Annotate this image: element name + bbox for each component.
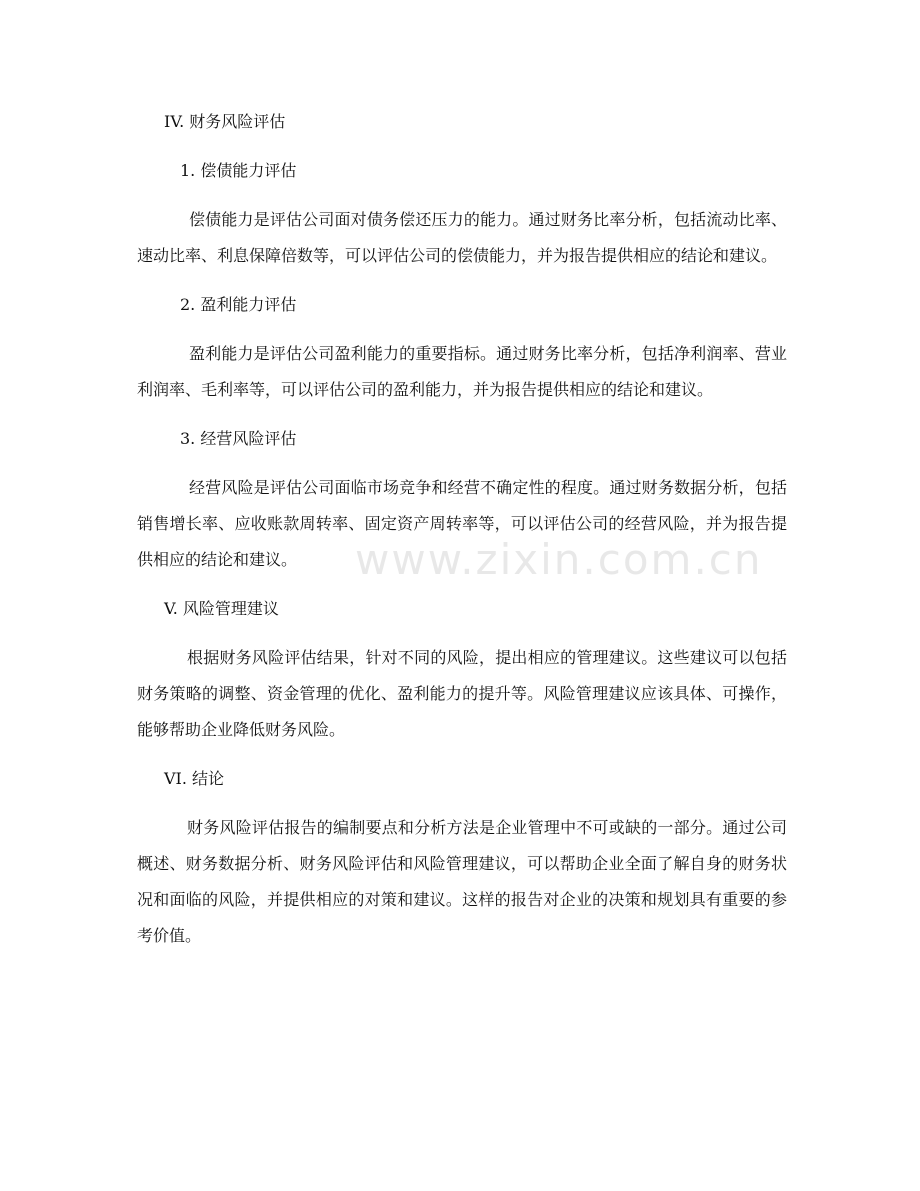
subsection-heading-solvency: 1. 偿债能力评估 bbox=[180, 161, 297, 180]
paragraph-conclusion: 财务风险评估报告的编制要点和分析方法是企业管理中不可或缺的一部分。通过公司概述、财务数据分析、财务风险评估和风险管理建议，可以帮助企业全面了解自身的财务状况和面临的风险，并提供相应的对策和建议。这样的报告对企业的决策和规划具有重要的参考价值。 bbox=[137, 818, 787, 945]
subsection-heading-operating-risk: 3. 经营风险评估 bbox=[180, 429, 297, 448]
paragraph-operating-risk: 经营风险是评估公司面临市场竞争和经营不确定性的程度。通过财务数据分析，包括销售增长率、应收账款周转率、固定资产周转率等，可以评估公司的经营风险，并为报告提供相应的结论和建议。 bbox=[137, 478, 787, 569]
paragraph-profitability: 盈利能力是评估公司盈利能力的重要指标。通过财务比率分析，包括净利润率、营业利润率、毛利率等，可以评估公司的盈利能力，并为报告提供相应的结论和建议。 bbox=[137, 344, 787, 399]
watermark-text: www.zixin.com.cn bbox=[355, 535, 763, 584]
document-body bbox=[137, 104, 787, 954]
subsection-heading-profitability: 2. 盈利能力评估 bbox=[180, 295, 297, 314]
section-heading-v: V. 风险管理建议 bbox=[164, 599, 279, 618]
section-heading-iv: IV. 财务风险评估 bbox=[164, 112, 286, 131]
paragraph-solvency: 偿债能力是评估公司面对债务偿还压力的能力。通过财务比率分析，包括流动比率、速动比率、利息保障倍数等，可以评估公司的偿债能力，并为报告提供相应的结论和建议。 bbox=[137, 210, 787, 265]
section-heading-vi: VI. 结论 bbox=[164, 769, 225, 788]
paragraph-risk-management: 根据财务风险评估结果，针对不同的风险，提出相应的管理建议。这些建议可以包括财务策略的调整、资金管理的优化、盈利能力的提升等。风险管理建议应该具体、可操作，能够帮助企业降低财务风险。 bbox=[137, 648, 787, 739]
